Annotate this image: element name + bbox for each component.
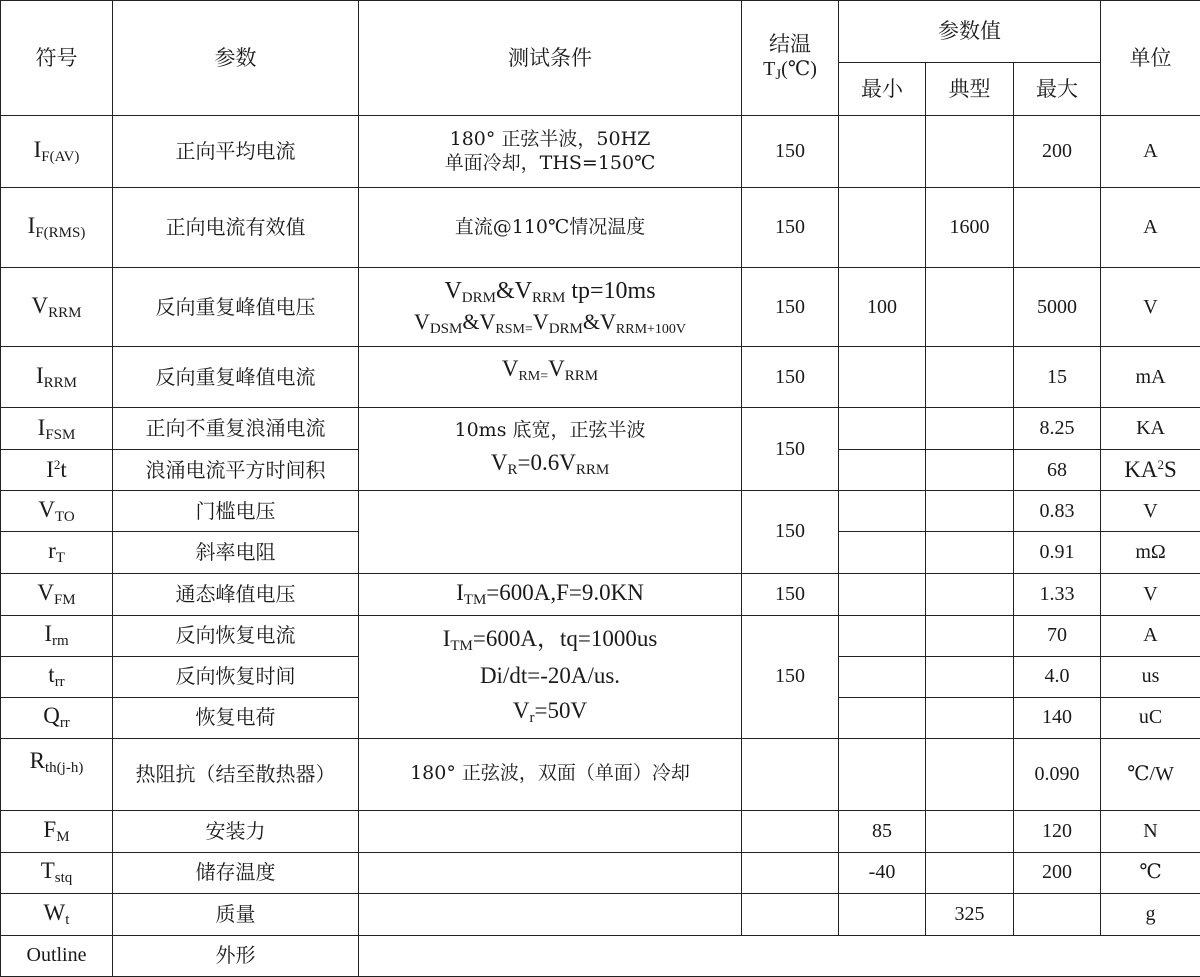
parameter-cell: 恢复电荷 [113, 697, 359, 738]
symbol-cell: $V_{RRM}$ [1, 268, 113, 347]
min-cell [839, 408, 926, 450]
max-cell: 0.83 [1014, 491, 1101, 532]
condition-cell: $I_{TM}=600A$，tq=1000us Di/dt=-20A/us. $V_r=50V$ [359, 615, 742, 738]
min-cell [839, 656, 926, 697]
header-typ: 典型 [926, 63, 1014, 116]
header-tj-sub: J [775, 67, 782, 84]
max-cell: 0.090 [1014, 738, 1101, 810]
parameter-cell: 正向不重复浪涌电流 [113, 408, 359, 450]
condition-cell [359, 491, 742, 573]
table-row [1, 188, 1200, 268]
table-row [1, 347, 1200, 408]
unit-cell: V [1101, 491, 1200, 532]
condition-cell: 180° 正弦波，双面（单面）冷却 [359, 738, 742, 810]
symbol-cell: $I_{FSM}$ [1, 408, 113, 450]
header-min: 最小 [839, 63, 926, 116]
table-row [1, 268, 1200, 347]
symbol-cell: $R_{th(j-h)}$ [1, 738, 113, 810]
symbol-cell: $I_{F(RMS)}$ [1, 188, 113, 268]
min-cell [839, 188, 926, 268]
typ-cell: 325 [926, 893, 1014, 935]
typ-cell: 1600 [926, 188, 1014, 268]
unit-cell: mΩ [1101, 532, 1200, 573]
min-cell: 85 [839, 810, 926, 852]
table-row [1, 852, 1200, 893]
max-cell: 70 [1014, 615, 1101, 656]
header-unit: 单位 [1101, 1, 1200, 116]
condition-cell [359, 893, 742, 935]
typ-cell [926, 268, 1014, 347]
table-row [1, 615, 1200, 656]
typ-cell [926, 615, 1014, 656]
symbol-cell: $t_{rr}$ [1, 656, 113, 697]
parameter-cell: 正向电流有效值 [113, 188, 359, 268]
symbol-cell: $Q_{rr}$ [1, 697, 113, 738]
condition-cell: 180° 正弦半波，50HZ 单面冷却，THS=150℃ [359, 116, 742, 188]
min-cell: -40 [839, 852, 926, 893]
parameter-cell: 正向平均电流 [113, 116, 359, 188]
parameter-cell: 浪涌电流平方时间积 [113, 450, 359, 491]
symbol-cell: $I_{RRM}$ [1, 347, 113, 408]
symbol-cell: $F_M$ [1, 810, 113, 852]
parameter-cell: 反向恢复电流 [113, 615, 359, 656]
unit-cell: V [1101, 573, 1200, 615]
unit-cell: us [1101, 656, 1200, 697]
table-row [1, 408, 1200, 450]
header-parameter: 参数 [113, 1, 359, 116]
tj-cell: 150 [742, 188, 839, 268]
condition-cell: $V_{DRM}\&V_{RRM}$ tp=10ms $V_{DSM}\&V_{RSM=}V_{DRM}\&V_{RRM+100V}$ [359, 268, 742, 347]
header-max: 最大 [1014, 63, 1101, 116]
tj-cell [742, 852, 839, 893]
condition-cell: 10ms 底宽，正弦半波 $V_R=0.6V_{RRM}$ [359, 408, 742, 491]
unit-cell: $KA^2S$ [1101, 450, 1200, 491]
symbol-cell: $T_{stq}$ [1, 852, 113, 893]
tj-cell: 150 [742, 615, 839, 738]
header-tj-sym: T [763, 58, 776, 81]
unit-cell: N [1101, 810, 1200, 852]
unit-cell: V [1101, 268, 1200, 347]
max-cell [1014, 893, 1101, 935]
symbol-cell: $V_{TO}$ [1, 491, 113, 532]
typ-cell [926, 347, 1014, 408]
min-cell [839, 532, 926, 573]
parameter-cell: 反向重复峰值电流 [113, 347, 359, 408]
typ-cell [926, 450, 1014, 491]
parameter-cell: 外形 [113, 935, 359, 976]
max-cell: 15 [1014, 347, 1101, 408]
min-cell [839, 347, 926, 408]
table-row [1, 573, 1200, 615]
tj-cell [742, 810, 839, 852]
condition-cell [359, 852, 742, 893]
max-cell: 200 [1014, 116, 1101, 188]
table-row [1, 893, 1200, 935]
typ-cell [926, 810, 1014, 852]
unit-cell: ℃/W [1101, 738, 1200, 810]
table-row [1, 738, 1200, 810]
max-cell: 140 [1014, 697, 1101, 738]
parameter-cell: 质量 [113, 893, 359, 935]
typ-cell [926, 656, 1014, 697]
condition-cell: $V_{RM=}V_{RRM}$ [359, 347, 742, 408]
tj-cell [742, 893, 839, 935]
table-row [1, 491, 1200, 532]
condition-cell [359, 810, 742, 852]
table-row [1, 116, 1200, 188]
unit-cell: A [1101, 116, 1200, 188]
unit-cell: mA [1101, 347, 1200, 408]
tj-cell: 150 [742, 116, 839, 188]
min-cell: 100 [839, 268, 926, 347]
min-cell [839, 615, 926, 656]
min-cell [839, 450, 926, 491]
min-cell [839, 697, 926, 738]
typ-cell [926, 852, 1014, 893]
parameter-cell: 反向重复峰值电压 [113, 268, 359, 347]
typ-cell [926, 532, 1014, 573]
min-cell [839, 116, 926, 188]
unit-cell: A [1101, 615, 1200, 656]
tj-cell: 150 [742, 268, 839, 347]
max-cell: 0.91 [1014, 532, 1101, 573]
tj-cell: 150 [742, 408, 839, 491]
symbol-cell: $I_{F(AV)}$ [1, 116, 113, 188]
typ-cell [926, 116, 1014, 188]
header-values: 参数值 [839, 1, 1101, 63]
symbol-cell: $I_{rm}$ [1, 615, 113, 656]
tj-cell: 150 [742, 573, 839, 615]
header-tj-unit: (℃) [781, 58, 817, 81]
typ-cell [926, 738, 1014, 810]
tj-cell [742, 738, 839, 810]
typ-cell [926, 573, 1014, 615]
parameter-cell: 安装力 [113, 810, 359, 852]
typ-cell [926, 697, 1014, 738]
symbol-cell: $I^2t$ [1, 450, 113, 491]
header-tj-label: 结温 [769, 32, 811, 57]
parameter-cell: 斜率电阻 [113, 532, 359, 573]
tj-cell: 150 [742, 491, 839, 573]
typ-cell [926, 491, 1014, 532]
table-row [1, 935, 1200, 976]
min-cell [839, 893, 926, 935]
unit-cell: uC [1101, 697, 1200, 738]
unit-cell: KA [1101, 408, 1200, 450]
max-cell: 68 [1014, 450, 1101, 491]
unit-cell: A [1101, 188, 1200, 268]
parameter-cell: 反向恢复时间 [113, 656, 359, 697]
header-row-1 [1, 1, 1200, 63]
table-row [1, 810, 1200, 852]
condition-cell: $I_{TM}=600A,F=9.0KN$ [359, 573, 742, 615]
parameter-cell: 热阻抗（结至散热器） [113, 738, 359, 810]
typ-cell [926, 408, 1014, 450]
header-conditions: 测试条件 [359, 1, 742, 116]
min-cell [839, 738, 926, 810]
min-cell [839, 491, 926, 532]
unit-cell: ℃ [1101, 852, 1200, 893]
condition-cell: 直流@110℃情况温度 [359, 188, 742, 268]
parameter-cell: 门槛电压 [113, 491, 359, 532]
max-cell: 1.33 [1014, 573, 1101, 615]
max-cell [1014, 188, 1101, 268]
max-cell: 5000 [1014, 268, 1101, 347]
header-symbol: 符号 [1, 1, 113, 116]
outline-cell [359, 935, 1200, 976]
max-cell: 8.25 [1014, 408, 1101, 450]
symbol-cell: $V_{FM}$ [1, 573, 113, 615]
max-cell: 200 [1014, 852, 1101, 893]
parameter-cell: 通态峰值电压 [113, 573, 359, 615]
symbol-cell: Outline [1, 935, 113, 976]
min-cell [839, 573, 926, 615]
parameter-cell: 储存温度 [113, 852, 359, 893]
symbol-cell: $W_t$ [1, 893, 113, 935]
max-cell: 120 [1014, 810, 1101, 852]
tj-cell: 150 [742, 347, 839, 408]
header-tj [742, 1, 839, 116]
unit-cell: g [1101, 893, 1200, 935]
max-cell: 4.0 [1014, 656, 1101, 697]
symbol-cell: $r_T$ [1, 532, 113, 573]
